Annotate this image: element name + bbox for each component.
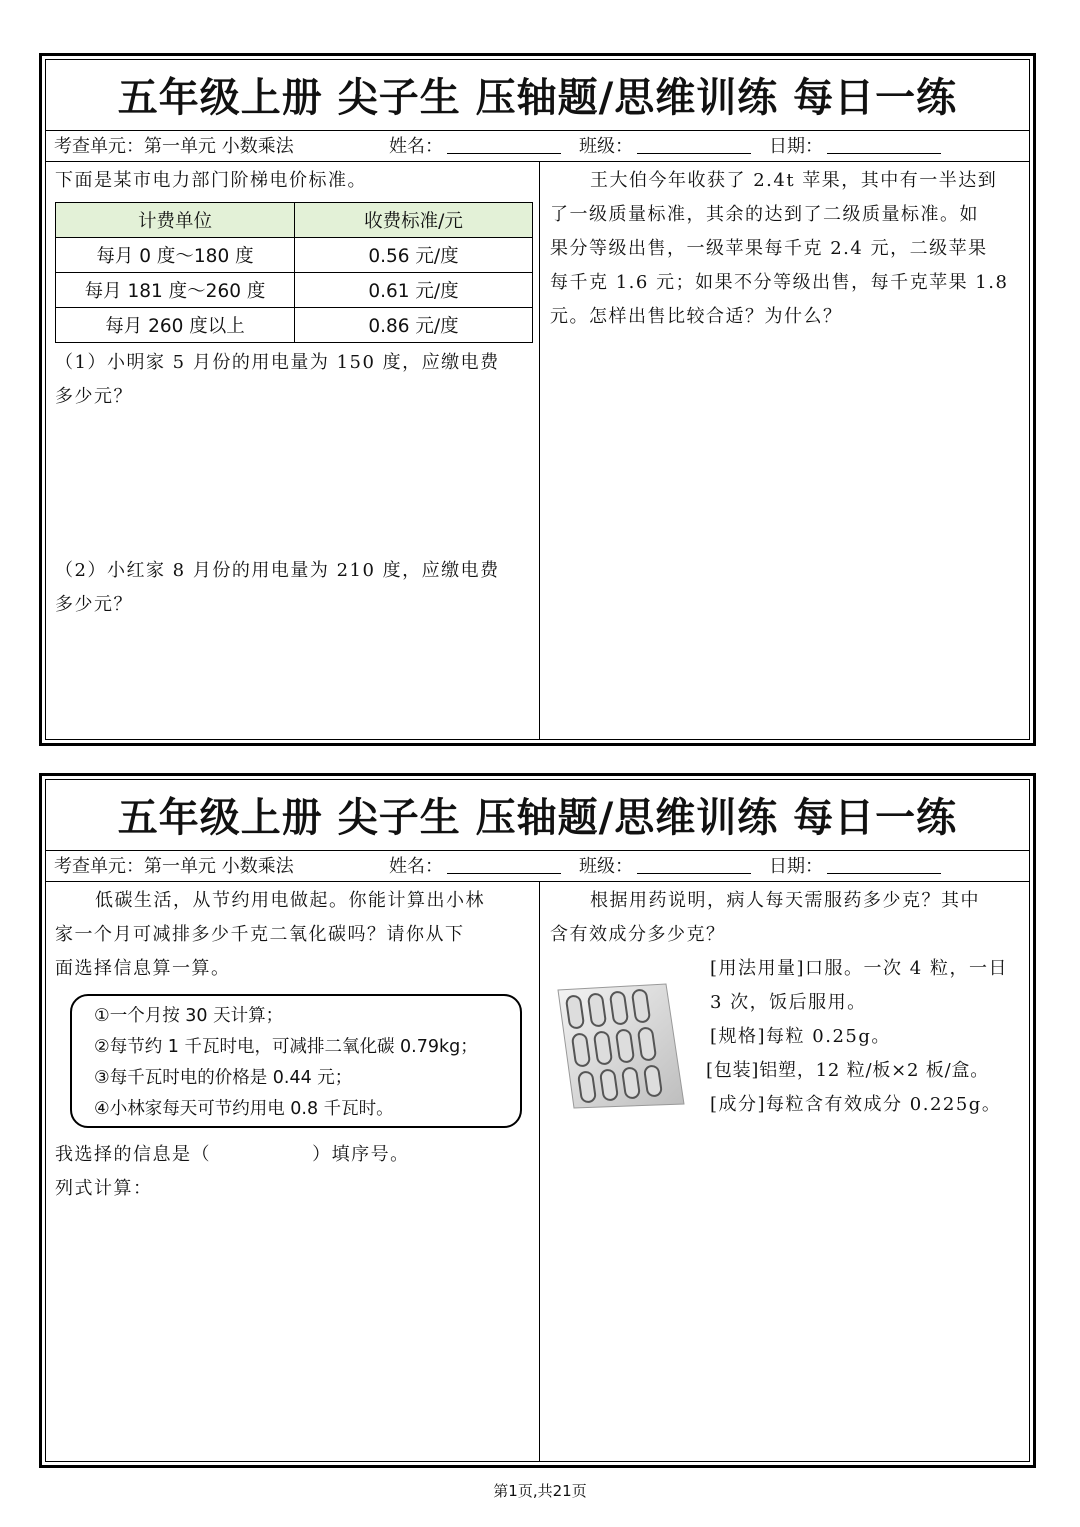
question-2 bbox=[55, 554, 500, 622]
instruction-line: 3 次，饭后服用。 bbox=[710, 992, 867, 1013]
info-option: ②每节约 1 千瓦时电，可减排二氧化碳 0.79kg； bbox=[94, 1037, 478, 1057]
medicine-problem bbox=[550, 884, 980, 952]
unit-label: 考查单元：第一单元 小数乘法 bbox=[54, 136, 294, 157]
choice-prompt: 我选择的信息是（ ）填序号。 bbox=[55, 1144, 410, 1165]
medicine-instructions bbox=[706, 952, 1008, 1122]
date-field[interactable] bbox=[769, 851, 941, 883]
name-blank[interactable] bbox=[447, 131, 561, 154]
answer-area-1[interactable] bbox=[55, 418, 533, 548]
problem-line: 了一级质量标准，其余的达到了二级质量标准。如 bbox=[550, 204, 979, 225]
problem-line: 每千克 1.6 元；如果不分等级出售，每千克苹果 1.8 bbox=[550, 272, 1009, 293]
problem-line: 根据用药说明，病人每天需服药多少克？其中 bbox=[590, 890, 980, 911]
info-bar bbox=[46, 851, 1029, 882]
low-carbon-problem bbox=[55, 884, 485, 986]
table-row bbox=[56, 308, 533, 343]
question-2-line: （2）小红家 8 月份的用电量为 210 度，应缴电费 bbox=[55, 560, 500, 581]
class-label: 班级： bbox=[579, 136, 633, 157]
table-cell: 0.56 元/度 bbox=[295, 238, 533, 273]
problem-line: 果分等级出售，一级苹果每千克 2.4 元，二级苹果 bbox=[550, 238, 988, 259]
worksheet-1 bbox=[39, 53, 1036, 746]
left-column bbox=[46, 882, 540, 1461]
class-blank[interactable] bbox=[637, 851, 751, 874]
table-header: 收费标准/元 bbox=[295, 203, 533, 238]
worksheet-2 bbox=[39, 773, 1036, 1468]
class-blank[interactable] bbox=[637, 131, 751, 154]
question-2-line: 多少元？ bbox=[55, 594, 133, 615]
table-cell: 0.61 元/度 bbox=[295, 273, 533, 308]
table-row bbox=[56, 238, 533, 273]
right-column bbox=[540, 162, 1029, 739]
table-cell: 每月 181 度～260 度 bbox=[56, 273, 295, 308]
name-field[interactable] bbox=[389, 851, 561, 883]
instruction-line: [规格]每粒 0.25g。 bbox=[710, 1026, 891, 1047]
capsule-blister-pack-icon bbox=[548, 982, 690, 1110]
class-label: 班级： bbox=[579, 856, 633, 877]
info-option: ④小林家每天可节约用电 0.8 千瓦时。 bbox=[94, 1099, 394, 1119]
table-row bbox=[56, 273, 533, 308]
question-1-line: （1）小明家 5 月份的用电量为 150 度，应缴电费 bbox=[55, 352, 500, 373]
instruction-line: [包装]铝塑，12 粒/板×2 板/盒。 bbox=[706, 1060, 990, 1081]
table-cell: 0.86 元/度 bbox=[295, 308, 533, 343]
table-cell: 每月 0 度～180 度 bbox=[56, 238, 295, 273]
table-header-row bbox=[56, 203, 533, 238]
problem-line: 元。怎样出售比较合适？为什么？ bbox=[550, 306, 843, 327]
apple-problem bbox=[550, 164, 1008, 334]
answer-area-3[interactable] bbox=[550, 348, 1020, 738]
answer-area-5[interactable] bbox=[550, 1142, 1020, 1458]
left-column bbox=[46, 162, 540, 739]
answer-area-2[interactable] bbox=[55, 626, 533, 736]
name-label: 姓名： bbox=[389, 136, 443, 157]
info-option: ①一个月按 30 天计算； bbox=[94, 1006, 284, 1026]
name-blank[interactable] bbox=[447, 851, 561, 874]
name-label: 姓名： bbox=[389, 856, 443, 877]
date-blank[interactable] bbox=[827, 851, 941, 874]
question-1 bbox=[55, 346, 500, 414]
date-blank[interactable] bbox=[827, 131, 941, 154]
problem-line: 低碳生活，从节约用电做起。你能计算出小林 bbox=[95, 890, 485, 911]
electricity-price-table bbox=[55, 202, 533, 343]
worksheet-title: 五年级上册 尖子生 压轴题/思维训练 每日一练 bbox=[46, 780, 1029, 851]
problem-line: 家一个月可减排多少千克二氧化碳吗？请你从下 bbox=[55, 924, 465, 945]
calc-label: 列式计算： bbox=[55, 1178, 153, 1199]
intro-text: 下面是某市电力部门阶梯电价标准。 bbox=[55, 170, 367, 191]
table-header: 计费单位 bbox=[56, 203, 295, 238]
info-option: ③每千瓦时电的价格是 0.44 元； bbox=[94, 1068, 353, 1088]
instruction-line: [成分]每粒含有效成分 0.225g。 bbox=[710, 1094, 1002, 1115]
info-options-box bbox=[70, 994, 522, 1128]
class-field[interactable] bbox=[579, 131, 751, 163]
date-label: 日期： bbox=[769, 136, 823, 157]
question-1-line: 多少元？ bbox=[55, 386, 133, 407]
instruction-line: [用法用量]口服。一次 4 粒，一日 bbox=[710, 958, 1008, 979]
worksheet-title: 五年级上册 尖子生 压轴题/思维训练 每日一练 bbox=[46, 60, 1029, 131]
problem-line: 含有效成分多少克？ bbox=[550, 924, 726, 945]
problem-line: 面选择信息算一算。 bbox=[55, 958, 231, 979]
table-cell: 每月 260 度以上 bbox=[56, 308, 295, 343]
date-field[interactable] bbox=[769, 131, 941, 163]
name-field[interactable] bbox=[389, 131, 561, 163]
class-field[interactable] bbox=[579, 851, 751, 883]
problem-line: 王大伯今年收获了 2.4t 苹果，其中有一半达到 bbox=[590, 170, 998, 191]
date-label: 日期： bbox=[769, 856, 823, 877]
page-footer: 第1页,共21页 bbox=[493, 1482, 587, 1500]
unit-label: 考查单元：第一单元 小数乘法 bbox=[54, 856, 294, 877]
info-bar bbox=[46, 131, 1029, 162]
answer-area-4[interactable] bbox=[55, 1208, 533, 1458]
right-column bbox=[540, 882, 1029, 1461]
